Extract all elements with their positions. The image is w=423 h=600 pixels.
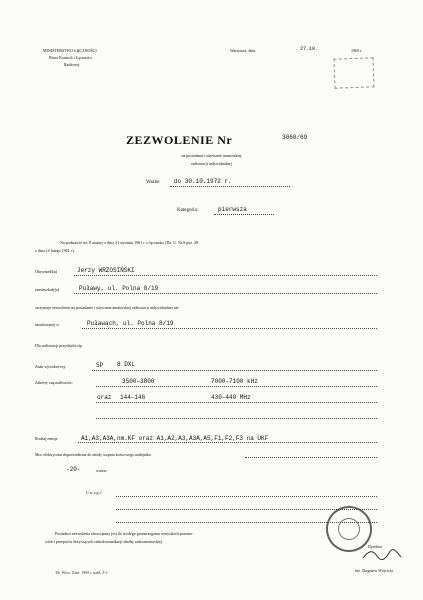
installed-value: Puławach, ul. Polna 8/19 xyxy=(87,320,174,327)
place-date-prefix: Warszawa, dnia xyxy=(230,48,256,53)
validity-label: Ważne xyxy=(146,180,160,185)
office-line-2: Biuro Kontroli i Łączności xyxy=(49,55,92,60)
holder-text-line: otrzymuje zezwolenie na posiadanie i używanie amatorskiej radiostacji indywidualnej zai- xyxy=(35,305,180,310)
category-line xyxy=(214,214,274,215)
director-label: Dyrektor xyxy=(368,544,383,549)
subtitle-line-2: radiostacji indywidualnej xyxy=(191,161,232,166)
legal-text-line-1: Na podstawie art. 8 ustawy z dnia 31 stycznia 1961 r. o łączności (Dz. U. Nr 8 poz. 48 xyxy=(60,240,199,245)
print-note: Tłr. Wyw. Zam. 1969 r. nakł. Z-1 xyxy=(55,570,108,575)
remarks-line-1 xyxy=(116,496,377,497)
installed-line xyxy=(82,328,377,329)
residence-label: zamieszkały(a) xyxy=(35,287,60,292)
blank-line-1 xyxy=(96,418,377,419)
callsign-label: Znak wywoławczy: xyxy=(35,364,67,369)
freq-label: Zakresy częstotliwości: xyxy=(35,380,73,385)
power-unit: watów. xyxy=(96,468,108,473)
citizen-value: Jerzy WRZOSIŃSKI xyxy=(77,267,135,274)
category-value: pierwsza xyxy=(218,206,247,213)
director-name: inż. Zbigniew Wójcicki xyxy=(355,568,393,573)
power-label-1: Moc elektryczna doprowadzona do anody stopnia końcowego nadajnika xyxy=(35,452,151,457)
freq-3: 144–146 xyxy=(120,394,146,401)
emission-value: A1,A3,A3A,nm.KF oraz A1,A2,A3,A3A,A5,F1,F2,F3 na UKF xyxy=(81,435,269,442)
citizen-line xyxy=(74,275,377,276)
power-line-1 xyxy=(245,457,377,458)
citizen-label: Obywatel(ka) xyxy=(35,269,57,274)
freq-line-2 xyxy=(96,402,377,403)
freq-1: 3500–3800 xyxy=(122,378,155,385)
freq-4: 430–440 MHz xyxy=(211,394,251,401)
freq-line-1 xyxy=(96,386,377,387)
callsign-prefix: SP xyxy=(96,362,104,369)
installed-label: instalowanej w xyxy=(35,322,60,327)
remarks-label: U w a g i: xyxy=(86,490,102,495)
emission-line xyxy=(78,442,377,443)
legal-text-line-2: z dnia 14 lutego 1961 r.). xyxy=(35,248,76,253)
category-label: Kategoria: xyxy=(177,208,199,213)
office-line-1: MINISTERSTWO ŁĄCZNOŚCI xyxy=(43,48,97,53)
callsign-line xyxy=(92,370,377,371)
freq-conj: oraz xyxy=(97,394,112,401)
director-signature xyxy=(361,548,403,562)
year-suffix: 1969 r. xyxy=(351,48,363,53)
validity-line xyxy=(170,186,290,187)
callsign-value: 8 DXL xyxy=(117,361,136,368)
corner-stamp xyxy=(333,57,374,88)
permit-number: 3060/69 xyxy=(282,134,308,141)
freq-2: 7000–7100 kHz xyxy=(211,378,258,385)
emission-label: Rodzaj emisji: xyxy=(35,436,59,441)
note-line-1: Posiadacz zezwolenia obowiązany jest do ścisłego przestrzegania wszystkich postano- xyxy=(55,531,194,536)
residence-line xyxy=(74,293,377,294)
date-value: 27.10. xyxy=(300,46,319,52)
assigned-label: Dla radiostacji przydziela się: xyxy=(35,343,83,348)
validity-value: do 30.10.1972 r. xyxy=(174,178,232,185)
subtitle-line-1: na posiadanie i używanie amatorskiej xyxy=(181,153,242,158)
permit-title: ZEZWOLENIE Nr xyxy=(126,133,233,147)
residence-value: Puławy, ul. Polna 8/19 xyxy=(79,285,159,292)
office-line-3: Radiowej xyxy=(64,62,80,67)
note-line-2: wień i przepisów dotyczących radiokomunikacji służby radioamatorskiej. xyxy=(45,539,163,544)
power-value: -20- xyxy=(66,466,81,473)
